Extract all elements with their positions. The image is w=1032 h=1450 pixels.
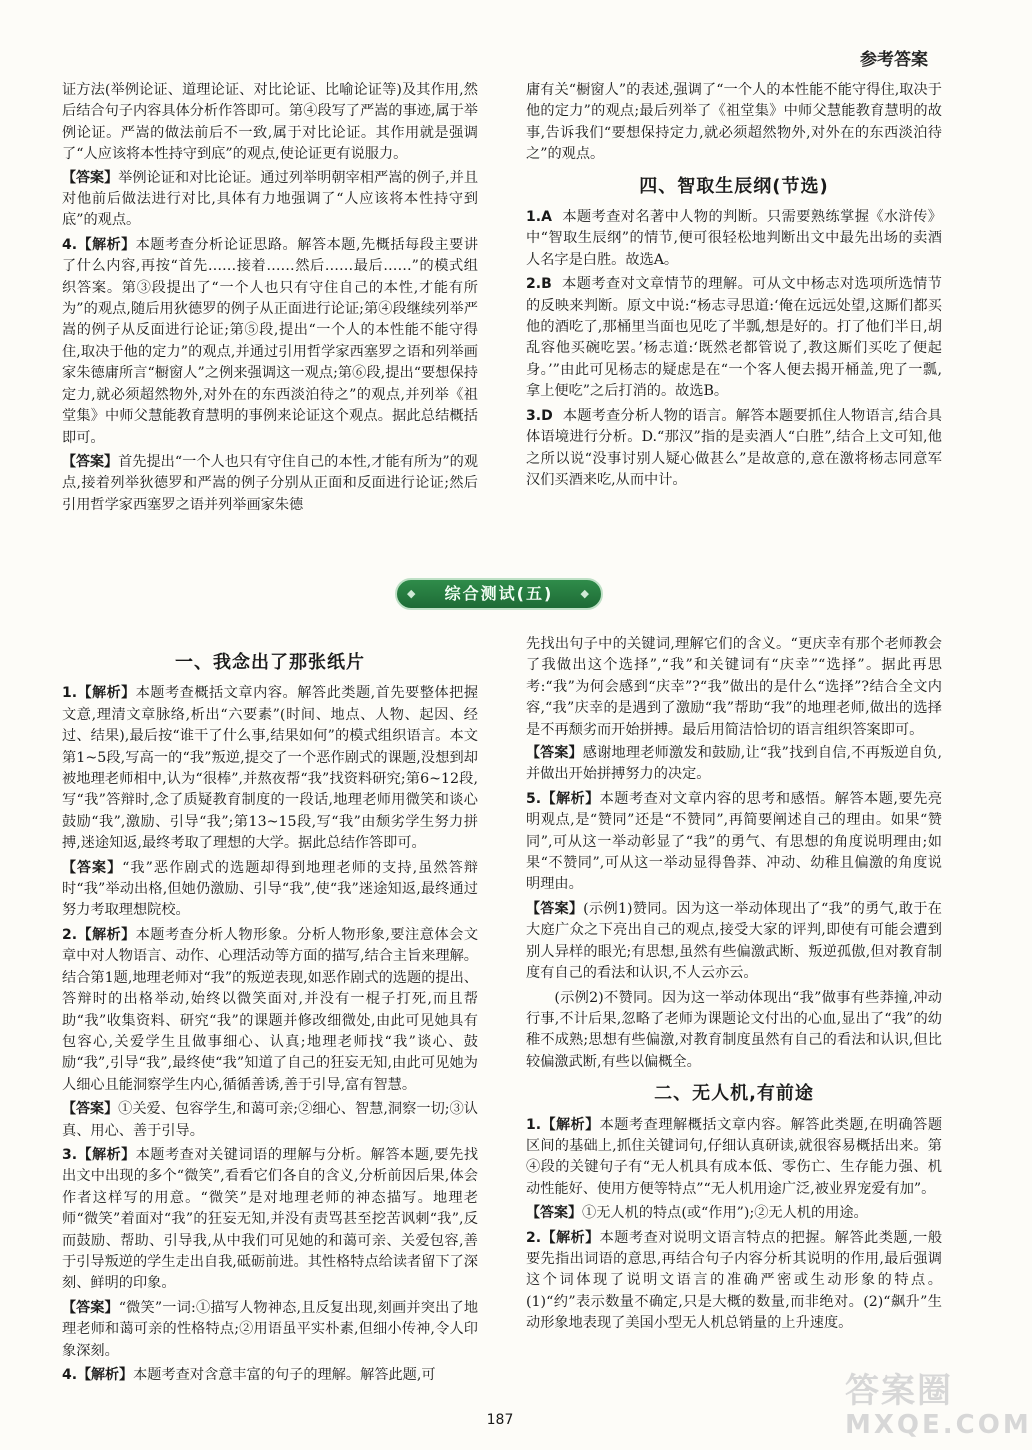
answer-text: ①无人机的特点(或“作用”);②无人机的用途。 [582,1205,868,1222]
analysis-text: 本题考查对关键词语的理解与分析。解答本题,要先找出文中出现的多个“微笑”,看看它们各自的含义,分析前因后果,体会作者这样写的用意。“微笑”是对地理老师的神态描写。地理老师“微笑”着面对“我”的狂妄无知,并没有责骂甚至挖苦讽刺“我”,反而鼓励、帮助、引导我,从中我们可见她的和蔼可亲、关爱包容,善于引导叛逆的学生走出自我,砥砺前进。其性格特点给读者留下了深刻、鲜明的印象。 [62,1146,479,1292]
page-number: 187 [486,1412,514,1428]
question-number: 1. [526,1116,542,1133]
question-number: 2. [526,276,542,293]
bottom-right-column [526,634,942,1338]
answer-tag: 【答案】 [526,900,584,917]
analysis-tag: 【解析】 [77,926,136,943]
section-title-4: 四、智取生辰纲(节选) [639,175,829,197]
answer-text: “我”恶作剧式的选题却得到地理老师的支持,虽然答辩时“我”举动出格,但她仍激励、引导“我”,使“我”迷途知返,最终通过努力考取理想院校。 [62,859,478,919]
question-number: 3. [526,407,542,424]
answer-tag: 【答案】 [62,169,119,186]
item-text: 本题考查分析人物的语言。解答本题要抓住人物语言,结合具体语境进行分析。D.“那汉”指的是卖酒人“白胜”,结合上文可知,他之所以说“没事讨别人疑心做甚么”是故意的,意在激将杨志同意军汉们买酒来吃,从而中计。 [526,407,942,488]
analysis-text: 本题考查对文章内容的思考和感悟。解答本题,要先亮明观点,是“赞同”还是“不赞同”,再简要阐述自己的理由。如果“赞同”,可从这一举动彰显了“我”的勇气、有思想的角度说明理由;如果“不赞同”,可从这一举动显得鲁莽、冲动、幼稚且偏激的角度说明理由。 [526,790,943,893]
answer-text: 首先提出“一个人也只有守住自己的本性,才能有所为”的观点,接着列举狄德罗和严嵩的例子分别从正面和反面进行论证;然后引用哲学家西塞罗之语并列举画家朱德 [62,453,478,513]
question-number: 3. [62,1146,78,1163]
answer-letter: A [541,209,552,226]
analysis-text: 本题考查理解概括文章内容。解答此类题,在明确答题区间的基础上,抓住关键词句,仔细认真研读,就很容易概括出来。第④段的关键句子有“无人机具有成本低、零伤亡、生存能力强、机动性能好、使用方便等特点”“无人机用途广泛,被业界宠爱有加”。 [526,1116,943,1197]
choice-item [526,406,942,492]
analysis-tag: 【解析】 [541,1116,600,1133]
question-item [526,1115,942,1201]
answer-block [62,168,478,232]
continuation-paragraph: 庸有关“橱窗人”的表述,强调了“一个人的本性能不能守得住,取决于他的定力”的观点;最后列举了《祖堂集》中师父慧能教育慧明的故事,告诉我们“要想保持定力,就必须超然物外,对外在的东西淡泊待之”的观点。 [526,82,942,163]
question-number: 2. [526,1229,542,1246]
analysis-text: 本题考查对说明文语言特点的把握。解答此类题,一般要先指出词语的意思,再结合句子内容分析其说明的作用,最后强调这个词体现了说明文语言的准确严密或生动形象的特点。(1)“约”表示数量不确定,只是大概的数量,而非绝对。(2)“飙升”生动形象地表现了美国小型无人机总销量的上升速度。 [526,1229,943,1332]
question-number: 5. [526,790,542,807]
question-4-answer [62,452,478,516]
analysis-text: 本题考查分析论证思路。解答本题,先概括每段主要讲了什么内容,再按“首先……接着……然后……最后……”的模式组织答案。第③段提出了“一个人也只有守住自己的本性,才能有所为”的观点,随后用狄德罗的例子从正面进行论证;第④段继续列举严嵩的例子从反面进行论证;第⑤段,提出“一个人的本性能不能守得住,取决于他的定力”的观点,并通过引用哲学家西塞罗之语和列举画家朱德庸所言“橱窗人”之例来强调这一观点;第⑥段,提出“要想保持定力,就必须超然物外,对外在的东西淡泊待之”的观点,并列举《祖堂集》中师父慧能教育慧明的事例来论证这个观点。据此总结概括即可。 [62,236,479,446]
analysis-tag: 【解析】 [541,790,600,807]
answer-block [62,1298,478,1362]
analysis-tag: 【解析】 [77,1367,134,1383]
top-left-column [62,80,478,519]
answer-text: ①关爱、包容学生,和蔼可亲;②细心、智慧,洞察一切;③认真、用心、善于引导。 [62,1101,478,1139]
answer-block [526,1203,942,1224]
question-item [62,1145,478,1295]
analysis-text: 本题考查概括文章内容。解答此类题,首先要整体把握文意,理清文章脉络,析出“六要素”(时间、地点、人物、起因、经过、结果),最后按“谁干了什么事,结果如何”的模式组织语言。本文第1~5段,写高一的“我”叛逆,提交了一个恶作剧式的课题,没想到却被地理老师相中,认为“很棒”,并熬夜帮“我”找资料研究;第6~12段,写“我”答辩时,念了质疑教育制度的一段话,地理老师用微笑和谈心鼓励“我”,激励、引导“我”;第13~15段,写“我”由颓劣学生努力拼搏,迷途知返,最终考取了理想的大学。据此总结作答即可。 [62,685,479,852]
analysis-tag: 【解析】 [541,1229,600,1246]
answer-tag: 【答案】 [526,1205,582,1222]
test-banner: ◆ 综合测试(五) ◆ [395,578,603,610]
question-number: 1. [62,685,78,702]
answer-text: 举例论证和对比论证。通过列举明朝宰相严嵩的例子,并且对他前后做法进行对比,具体有力地强调了“人应该将本性持守到底”的观点。 [62,169,479,229]
question-item [62,1365,478,1386]
page-header-title: 参考答案 [860,50,928,70]
section-4-items [526,207,942,491]
answer-letter: B [541,276,552,293]
answer-letter: D [541,407,553,424]
question-5-analysis [526,789,942,896]
item-text: 本题考查对名著中人物的判断。只需要熟练掌握《水浒传》中“智取生辰纲”的情节,便可很轻松地判断出文中最先出场的卖酒人名字是白胜。故选A。 [526,209,942,268]
site-watermark-logo: 答案圈 MXQE.COM [845,1371,1032,1440]
question-number: 1. [526,209,542,226]
answer-block [62,1099,478,1142]
bottom-left-column [62,652,478,1389]
section-title-1: 一、我念出了那张纸片 [175,652,365,673]
question-number: 4. [62,1367,78,1383]
question-5-answer-1 [526,899,942,985]
section-1-items [62,683,478,1386]
question-4-analysis [62,235,478,449]
answer-tag: 【答案】 [62,1299,119,1316]
choice-item [526,274,942,402]
question-4-answer [526,743,942,786]
answer-tag: 【答案】 [62,453,119,470]
question-number: 4. [62,236,78,253]
analysis-text: 本题考查分析人物形象。分析人物形象,要注意体会文章中对人物语言、动作、心理活动等方面的描写,结合主旨来理解。结合第1题,地理老师对“我”的叛逆表现,如恶作剧式的选题的提出、答辩时的出格举动,始终以微笑面对,并没有一棍子打死,而且帮助“我”收集资料、研究“我”的课题并修改细微处,由此可见她具有包容心,关爱学生且做事细心、认真;地理老师找“我”谈心、鼓励“我”,引导“我”,最终使“我”知道了自己的狂妄无知,由此可见她为人细心且能洞察学生内心,循循善诱,善于引导,富有智慧。 [62,926,479,1093]
question-4-continuation: 先找出句子中的关键词,理解它们的含义。“更庆幸有那个老师教会了我做出这个选择”,“我”和关键词有“庆幸”“选择”。据此再思考:“我”为何会感到“庆幸”?“我”做出的是什么“选择”?结合全文内容,“我”庆幸的是遇到了激励“我”帮助“我”的地理老师,做出的选择是不再颓劣而开始拼搏。最后用简洁恰切的语言组织答案即可。 [526,636,942,738]
analysis-text: 本题考查对含意丰富的句子的理解。解答此题,可 [133,1367,436,1383]
answer-text: 感谢地理老师激发和鼓励,让“我”找到自信,不再叛逆自负,并做出开始拼搏努力的决定。 [526,745,942,783]
analysis-tag: 【解析】 [77,236,136,253]
section-title-2: 二、无人机,有前途 [654,1083,814,1105]
answer-tag: 【答案】 [62,1101,119,1118]
item-text: 本题考查对文章情节的理解。可从文中杨志对选项所选情节的反映来判断。原文中说:“杨志寻思道:‘俺在远远处望,这厮们都买他的酒吃了,那桶里当面也见吃了半瓢,想是好的。打了他们半日,胡乱容他买碗吃罢。’杨志道:‘既然老都管说了,教这厮们买吃了便起身。’”由此可见杨志的疑虑是在“一个客人便去揭开桶盖,兜了一瓢,拿上便吃”之后打消的。故选B。 [526,276,942,400]
question-5-answer-2: (示例2)不赞同。因为这一举动体现出“我”做事有些莽撞,冲动行事,不计后果,忽略了老师为课题论文付出的心血,显出了“我”的幼稚不成熟;思想有些偏激,对教育制度虽然有自己的看法和认识,但比较偏激武断,有些以偏概全。 [526,989,942,1070]
answer-text: “微笑”一词:①描写人物神态,且反复出现,刻画并突出了地理老师和蔼可亲的性格特点;②用语虽平实朴素,但细小传神,令人印象深刻。 [62,1299,479,1359]
choice-item [526,207,942,271]
question-item [526,1228,942,1335]
question-item [62,683,478,854]
top-right-column [526,80,942,494]
answer-tag: 【答案】 [62,859,123,876]
question-item [62,925,478,1096]
answer-tag: 【答案】 [526,745,583,762]
intro-paragraph: 证方法(举例论证、道理论证、对比论证、比喻论证等)及其作用,然后结合句子内容具体分析作答即可。第④段写了严嵩的事迹,属于举例论证。严嵩的做法前后不一致,属于对比论证。其作用就是强调了“人应该将本性持守到底”的观点,使论证更有说服力。 [62,82,478,163]
section-2-items [526,1115,942,1335]
answer-block [62,858,478,922]
analysis-tag: 【解析】 [77,1146,136,1163]
analysis-tag: 【解析】 [77,685,136,702]
question-number: 2. [62,926,78,943]
answer-text: (示例1)赞同。因为这一举动体现出了“我”的勇气,敢于在大庭广众之下亮出自己的观点,接受大家的评判,即使有可能会遭到别人异样的眼光;有思想,虽然有些偏激武断、叛逆孤傲,但对教育制度有自己的看法和认识,不人云亦云。 [526,900,942,982]
